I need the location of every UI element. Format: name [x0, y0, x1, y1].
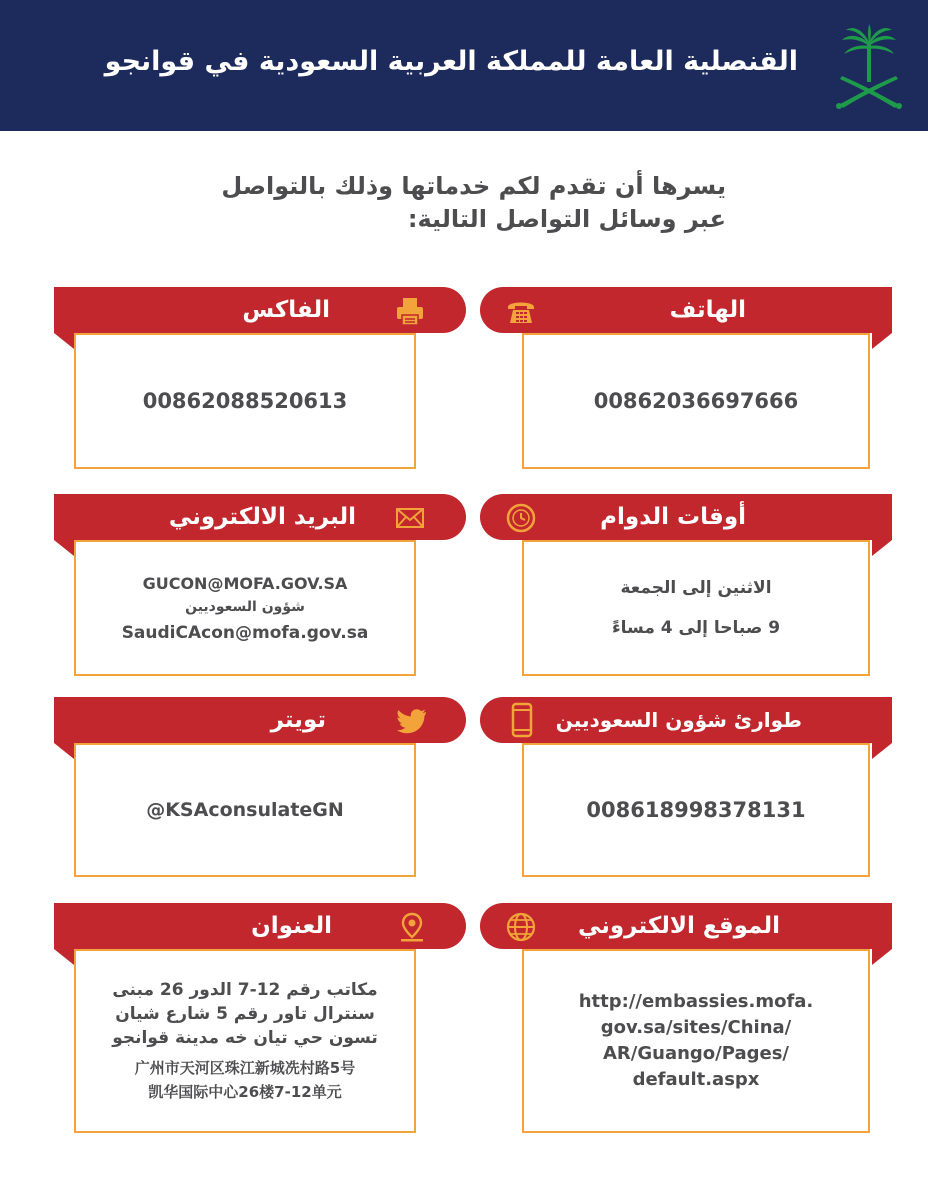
- location-pin-icon: [396, 911, 428, 943]
- address-tab-fold: [54, 903, 74, 965]
- address-tab: [74, 903, 466, 949]
- address-line-2: سنترال تاور رقم 5 شارع شيان: [115, 1004, 375, 1024]
- emergency-number[interactable]: 008618998378131: [586, 798, 806, 822]
- email-tab-fold: [54, 494, 74, 556]
- email-card: [54, 494, 470, 674]
- emergency-title: طوارئ شؤون السعوديين: [555, 708, 802, 732]
- phone-tab: [480, 287, 872, 333]
- phone-title: الهاتف: [669, 297, 746, 323]
- hours-card: [480, 494, 896, 674]
- twitter-title: تويتر: [270, 707, 326, 733]
- email-address-1[interactable]: GUCON@MOFA.GOV.SA: [142, 573, 348, 593]
- address-line-1: مكاتب رقم 12-7 الدور 26 مبنى: [112, 980, 378, 1000]
- mobile-phone-icon: [508, 702, 536, 738]
- website-title: الموقع الالكتروني: [577, 913, 780, 939]
- emergency-tab-fold: [872, 697, 892, 759]
- fax-title: الفاكس: [242, 297, 330, 323]
- twitter-handle[interactable]: @KSAconsulateGN: [146, 799, 344, 821]
- twitter-tab: [74, 697, 466, 743]
- fax-box: [74, 333, 416, 469]
- email-tab: [74, 494, 466, 540]
- intro-text: [166, 170, 726, 236]
- emergency-tab: [480, 697, 872, 743]
- twitter-card: [54, 697, 470, 877]
- twitter-tab-fold: [54, 697, 74, 759]
- address-line-chinese-2: 凯华国际中心26楼7-12单元: [148, 1083, 342, 1101]
- clock-icon: [505, 502, 537, 534]
- twitter-box: [74, 743, 416, 877]
- website-url-line-1[interactable]: http://embassies.mofa.: [578, 991, 814, 1012]
- address-line-3: تسون حي تيان خه مدينة قوانجو: [112, 1028, 378, 1048]
- website-url-line-2[interactable]: gov.sa/sites/China/: [600, 1017, 792, 1038]
- envelope-icon: [394, 502, 426, 534]
- phone-number[interactable]: 00862036697666: [593, 389, 799, 413]
- fax-tab: [74, 287, 466, 333]
- phone-tab-fold: [872, 287, 892, 349]
- phone-box: [522, 333, 870, 469]
- emergency-card: [480, 697, 896, 877]
- website-tab-fold: [872, 903, 892, 965]
- fax-card: [54, 287, 470, 467]
- phone-card: [480, 287, 896, 467]
- saudi-emblem-icon: [834, 24, 904, 110]
- address-box: [74, 949, 416, 1133]
- hours-box: [522, 540, 870, 676]
- hours-time: 9 صباحا إلى 4 مساءً: [611, 618, 781, 638]
- emergency-box: [522, 743, 870, 877]
- header-banner: [0, 0, 928, 131]
- fax-icon: [394, 295, 426, 327]
- twitter-bird-icon: [396, 705, 428, 737]
- email-address-2[interactable]: SaudiCAcon@mofa.gov.sa: [121, 622, 369, 643]
- address-title: العنوان: [251, 913, 332, 939]
- phone-icon: [505, 295, 537, 327]
- address-card: [54, 903, 470, 1135]
- globe-icon: [505, 911, 537, 943]
- email-title: البريد الالكتروني: [168, 504, 356, 530]
- page-title: القنصلية العامة للمملكة العربية السعودية في قوانجو: [104, 46, 798, 77]
- website-url-line-3[interactable]: AR/Guango/Pages/: [603, 1043, 789, 1064]
- address-line-chinese-1: 广州市天河区珠江新城冼村路5号: [134, 1059, 356, 1077]
- hours-tab: [480, 494, 872, 540]
- website-box: [522, 949, 870, 1133]
- hours-days: الاثنين إلى الجمعة: [620, 578, 772, 598]
- fax-number[interactable]: 00862088520613: [142, 389, 348, 413]
- email-box: [74, 540, 416, 676]
- email-label-saudi-affairs: شؤون السعوديين: [185, 598, 305, 615]
- hours-tab-fold: [872, 494, 892, 556]
- website-card: [480, 903, 896, 1135]
- intro-line-1: يسرها أن تقدم لكم خدماتها وذلك بالتواصل: [221, 172, 726, 200]
- hours-title: أوقات الدوام: [600, 504, 746, 530]
- website-url-line-4[interactable]: default.aspx: [632, 1069, 760, 1090]
- intro-line-2: عبر وسائل التواصل التالية:: [407, 205, 726, 233]
- website-tab: [480, 903, 872, 949]
- fax-tab-fold: [54, 287, 74, 349]
